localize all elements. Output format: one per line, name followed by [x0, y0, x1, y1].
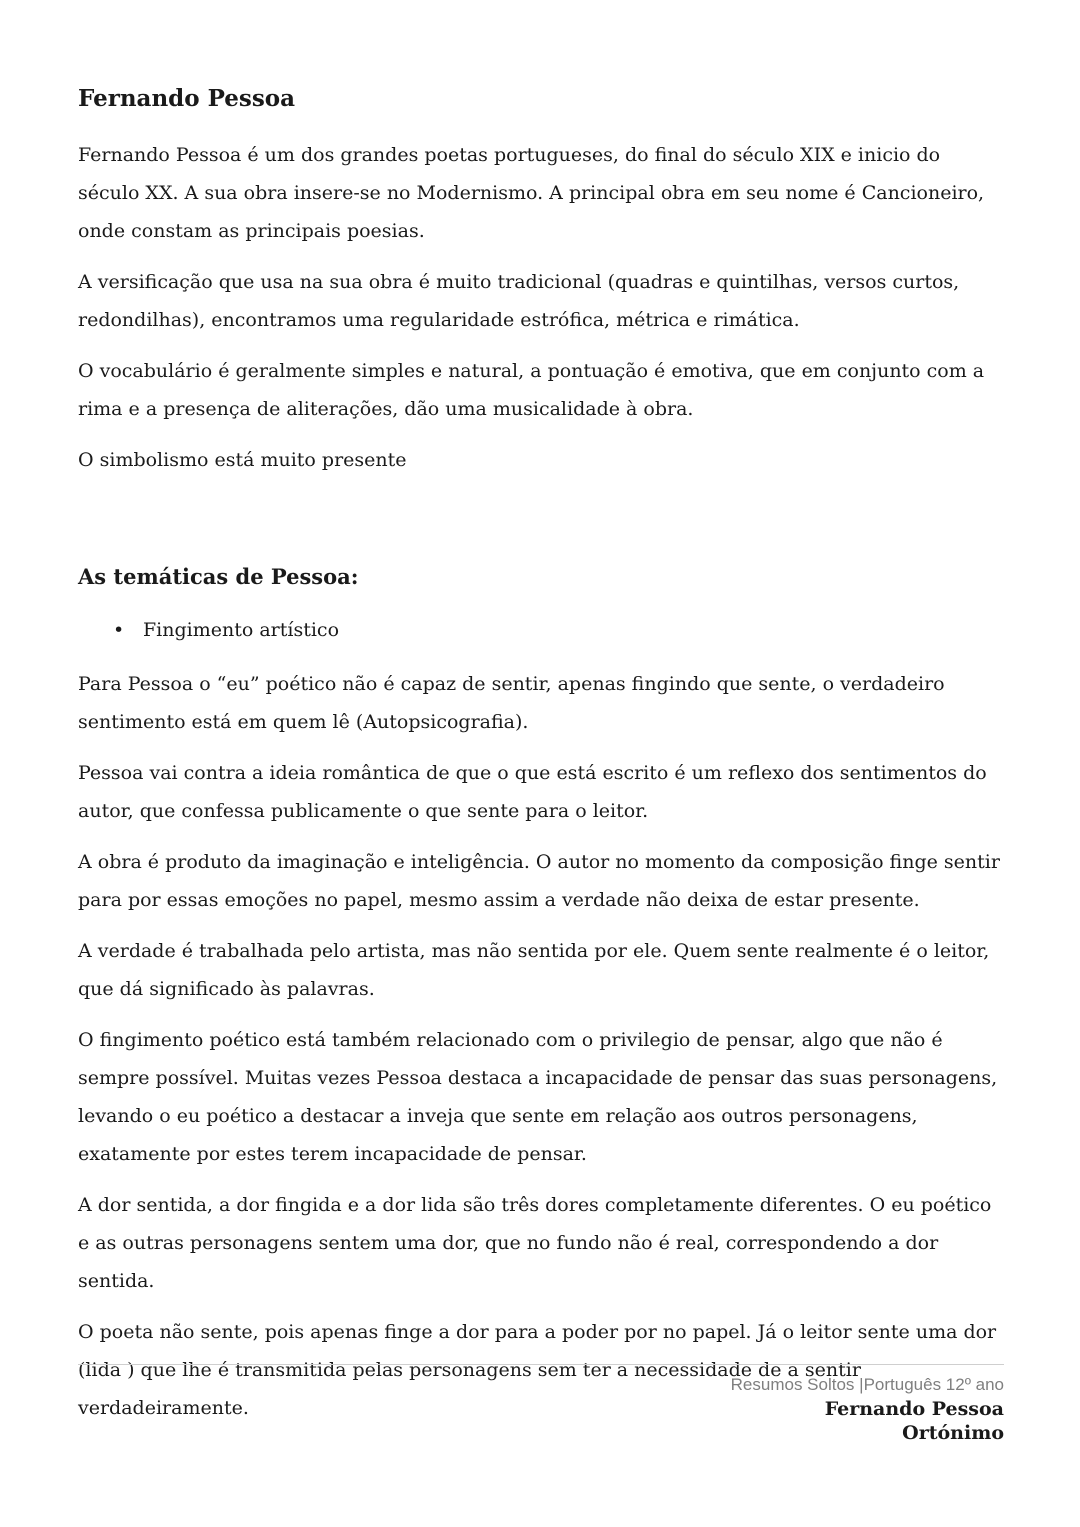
list-item	[78, 611, 1004, 649]
paragraph: Fernando Pessoa é um dos grandes poetas portugueses, do final do século XIX e inicio do século XX. A sua obra insere-se no Modernismo. A principal obra em seu nome é Cancioneiro, onde constam as principais poesias.	[78, 144, 985, 242]
paragraph: O poeta não sente, pois apenas finge a dor para a poder por no papel. Já o leitor sente uma dor (lida ) que lhe é transmitida pelas personagens sem ter a necessidade de a sentir verdadeiramente.	[78, 1321, 997, 1419]
paragraph: A dor sentida, a dor fingida e a dor lida são três dores completamente diferentes. O eu poético e as outras personagens sentem uma dor, que no fundo não é real, correspondendo a dor sentida.	[78, 1194, 992, 1292]
section-heading: As temáticas de Pessoa:	[78, 564, 359, 589]
paragraph: Pessoa vai contra a ideia romântica de que o que está escrito é um reflexo dos sentimentos do autor, que confessa publicamente o que sente para o leitor.	[78, 762, 987, 822]
footer-author: Fernando Pessoa	[824, 1398, 1004, 1420]
footer-subtitle: Ortónimo	[902, 1422, 1004, 1444]
paragraph: A versificação que usa na sua obra é muito tradicional (quadras e quintilhas, versos curtos, redondilhas), encontramos uma regularidade estrófica, métrica e rimática.	[78, 271, 960, 331]
document-content	[78, 84, 1004, 1440]
bullet-icon: •	[113, 619, 125, 641]
paragraph: O simbolismo está muito presente	[78, 449, 407, 471]
paragraph: O fingimento poético está também relacionado com o privilegio de pensar, algo que não é sempre possível. Muitas vezes Pessoa destaca a incapacidade de pensar das suas personagens, levando o eu poético a destacar a inveja que sente em relação aos outros personagens, exatamente por estes terem incapacidade de pensar.	[78, 1029, 998, 1165]
paragraph: Para Pessoa o “eu” poético não é capaz de sentir, apenas fingindo que sente, o verdadeiro sentimento está em quem lê (Autopsicografia).	[78, 673, 945, 733]
list-item-label: Fingimento artístico	[143, 619, 340, 641]
bullet-list	[78, 611, 1004, 649]
document-title: Fernando Pessoa	[78, 85, 296, 112]
paragraph: A obra é produto da imaginação e inteligência. O autor no momento da composição finge sentir para por essas emoções no papel, mesmo assim a verdade não deixa de estar presente.	[78, 851, 1000, 911]
footer-credit: Resumos Soltos |Português 12º ano	[730, 1375, 1004, 1394]
page-footer	[78, 1364, 1004, 1445]
paragraph: O vocabulário é geralmente simples e natural, a pontuação é emotiva, que em conjunto com a rima e a presença de aliterações, dão uma musicalidade à obra.	[78, 360, 985, 420]
paragraph: A verdade é trabalhada pelo artista, mas não sentida por ele. Quem sente realmente é o leitor, que dá significado às palavras.	[78, 940, 990, 1000]
